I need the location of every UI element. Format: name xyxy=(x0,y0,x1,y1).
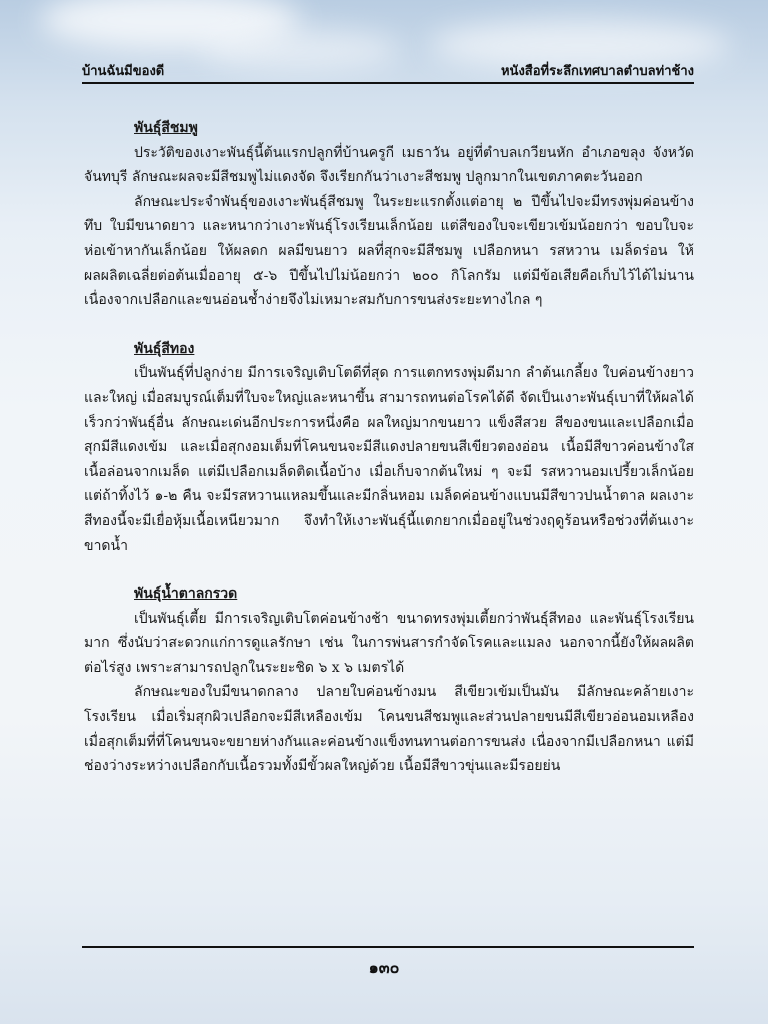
page-number: ๑๓๐ xyxy=(368,958,400,977)
paragraph: ลักษณะของใบมีขนาดกลาง ปลายใบค่อนข้างมน สีเขียวเข้มเป็นมัน มีลักษณะคล้ายเงาะโรงเรียน เมื่อเริ่มสุกผิวเปลือกจะมีสีเหลืองเข้ม โคนขนสีชมพูและส่วนปลายขนมีสีเขียวอ่อนอมเหลือง เมื่อสุกเต็มที่ที่โคนขนจะขยายห่างกันและค่อนข้างแข็งทนทานต่อการขนส่ง เนื่องจากมีเปลือกหนา แต่มีช่องว่างระหว่างเปลือกกับเนื้อรวมทั้งมีขั้วผลใหญ่ด้วย เนื้อมีสีขาวขุ่นและมีรอยย่น xyxy=(84,684,694,775)
header-left-title: บ้านฉันมีของดี xyxy=(82,64,165,79)
section-pink xyxy=(84,116,694,313)
paragraph: ประวัติของเงาะพันธุ์นี้ต้นแรกปลูกที่บ้านครูกี เมธาวัน อยู่ที่ตำบลเกวียนหัก อำเภอขลุง จังหวัดจันทบุรี ลักษณะผลจะมีสีชมพูไม่แดงจัด จึงเรียกกันว่าเงาะสีชมพู ปลูกมากในเขตภาคตะวันออก xyxy=(84,144,694,186)
section-spacer xyxy=(84,558,694,582)
section-golden xyxy=(84,337,694,558)
page-header xyxy=(82,60,694,80)
header-right-title: หนังสือที่ระลึกเทศบาลตำบลท่าช้าง xyxy=(500,64,694,79)
paragraph: เป็นพันธุ์ที่ปลูกง่าย มีการเจริญเติบโตดีที่สุด การแตกทรงพุ่มดีมาก ลำต้นเกลี้ยง ใบค่อนข้างยาวและใหญ่ เมื่อสมบูรณ์เต็มที่ใบจะใหญ่และหนาขึ้น สามารถทนต่อโรคได้ดี จัดเป็นเงาะพันธุ์เบาที่ให้ผลได้เร็วกว่าพันธุ์อื่น ลักษณะเด่นอีกประการหนึ่งคือ ผลใหญ่มากขนยาว แข็งสีสวย สีของขนและเปลือกเมื่อสุกมีสีแดงเข้ม และเมื่อสุกงอมเต็มที่โคนขนจะมีสีแดงปลายขนสีเขียวตองอ่อน เนื้อมีสีขาวค่อนข้างใส เนื้อล่อนจากเมล็ด แต่มีเปลือกเมล็ดติดเนื้อบ้าง เมื่อเก็บจากต้นใหม่ ๆ จะมี รสหวานอมเปรี้ยวเล็กน้อย แต่ถ้าทิ้งไว้ ๑-๒ คืน จะมีรสหวานแหลมขึ้นและมีกลิ่นหอม เมล็ดค่อนข้างแบนมีสีขาวปนน้ำตาล ผลเงาะสีทองนี้จะมีเยื่อหุ้มเนื้อเหนียวมาก จึงทำให้เงาะพันธุ์นี้แตกยากเมื่ออยู่ในช่วงฤดูร้อนหรือช่วงที่ต้นเงาะขาดน้ำ xyxy=(84,365,694,554)
paragraph: ลักษณะประจำพันธุ์ของเงาะพันธุ์สีชมพู ในระยะแรกตั้งแต่อายุ ๒ ปีขึ้นไปจะมีทรงพุ่มค่อนข้างทึบ ใบมีขนาดยาว และหนากว่าเงาะพันธุ์โรงเรียนเล็กน้อย แต่สีของใบจะเขียวเข้มน้อยกว่า ขอบใบจะห่อเข้าหากันเล็กน้อย ให้ผลดก ผลมีขนยาว ผลที่สุกจะมีสีชมพู เปลือกหนา รสหวาน เมล็ดร่อน ให้ผลผลิตเฉลี่ยต่อต้นเมื่ออายุ ๕-๖ ปีขึ้นไปไม่น้อยกว่า ๒๐๐ กิโลกรัม แต่มีข้อเสียคือเก็บไว้ได้ไม่นานเนื่องจากเปลือกและขนอ่อนช้ำง่ายจึงไม่เหมาะสมกับการขนส่งระยะทางไกล ๆ xyxy=(84,193,694,309)
section-rock-sugar xyxy=(84,582,694,779)
section-title: พันธุ์สีทอง xyxy=(134,340,195,357)
paragraph: เป็นพันธุ์เตี้ย มีการเจริญเติบโตค่อนข้างช้า ขนาดทรงพุ่มเตี้ยกว่าพันธุ์สีทอง และพันธุ์โรงเรียนมาก ซึ่งนับว่าสะดวกแก่การดูแลรักษา เช่น ในการพ่นสารกำจัดโรคและแมลง นอกจากนี้ยังให้ผลผลิตต่อไร่สูง เพราะสามารถปลูกในระยะชิด ๖ x ๖ เมตรได้ xyxy=(84,610,694,676)
page-body xyxy=(84,116,694,779)
header-rule xyxy=(82,82,694,84)
section-spacer xyxy=(84,313,694,337)
section-title: พันธุ์สีชมพู xyxy=(134,120,198,136)
footer-rule xyxy=(82,946,694,948)
section-title: พันธุ์น้ำตาลกรวด xyxy=(134,586,238,603)
